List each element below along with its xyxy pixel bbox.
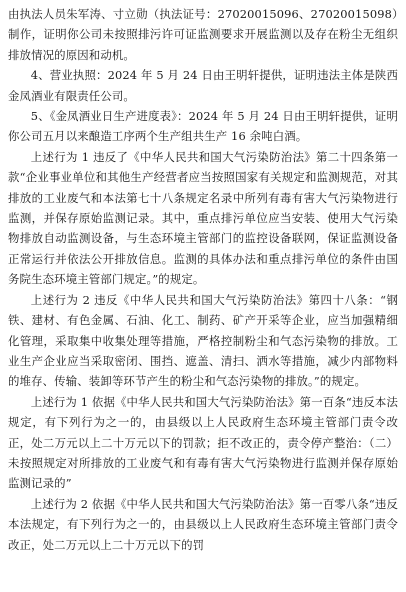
paragraph-basis-1-article-100: 上述行为 1 依据《中华人民共和国大气污染防治法》第一百条“违反本法规定，有下列行为之一的，由县级以上人民政府生态环境主管部门责令改正，处二万元以上二十万元以下的罚款；拒不改正的，责令停产整治：（二）未按照规定对所排放的工业废气和有毒有害大气污染物进行监测并保存原始监测记录的” bbox=[8, 394, 398, 491]
paragraph-evidence-4-business-license: 4、营业执照：2024 年 5 月 24 日由王明轩提供，证明违法主体是陕西金凤酒业有限责任公司。 bbox=[8, 68, 398, 103]
paragraph-evidence-3-continued: 由执法人员朱军涛、寸立勋（执法证号：27020015096、27020015098）制作，证明你公司未按照排污许可证监测要求开展监测以及存在粉尘无组织排放情况的原因和动机。 bbox=[8, 7, 398, 62]
paragraph-basis-2-article-108: 上述行为 2 依据《中华人民共和国大气污染防治法》第一百零八条“违反本法规定，有下列行为之一的，由县级以上人民政府生态环境主管部门责令改正，处二万元以上二十万元以下的罚 bbox=[8, 496, 398, 552]
paragraph-violation-1-article-24: 上述行为 1 违反了《中华人民共和国大气污染防治法》第二十四条第一款“企业事业单位和其他生产经营者应当按照国家有关规定和监测规范，对其排放的工业废气和本法第七十八条规定名录中所列有毒有害大气污染物进行监测，并保存原始监测记录。其中，重点排污单位应当安装、使用大气污染物排放自动监测设备，与生态环境主管部门的监控设备联网，保证监测设备正常运行并依法公开排放信息。监测的具体办法和重点排污单位的条件由国务院生态环境主管部门规定。”的规定。 bbox=[8, 149, 398, 287]
paragraph-violation-2-article-48: 上述行为 2 违反《中华人民共和国大气污染防治法》第四十八条：“钢铁、建材、有色金属、石油、化工、制药、矿产开采等企业，应当加强精细化管理，采取集中收集处理等措施，严格控制粉尘和气态污染物的排放。工业生产企业应当采取密闭、围挡、遮盖、清扫、洒水等措施，减少内部物料的堆存、传输、装卸等环节产生的粉尘和气态污染物的排放。”的规定。 bbox=[8, 292, 398, 389]
paragraph-evidence-5-production-schedule: 5、《金凤酒业日生产进度表》：2024 年 5 月 24 日由王明轩提供，证明你公司五月以来酿造工序两个生产组共生产 16 余吨白酒。 bbox=[8, 109, 398, 144]
